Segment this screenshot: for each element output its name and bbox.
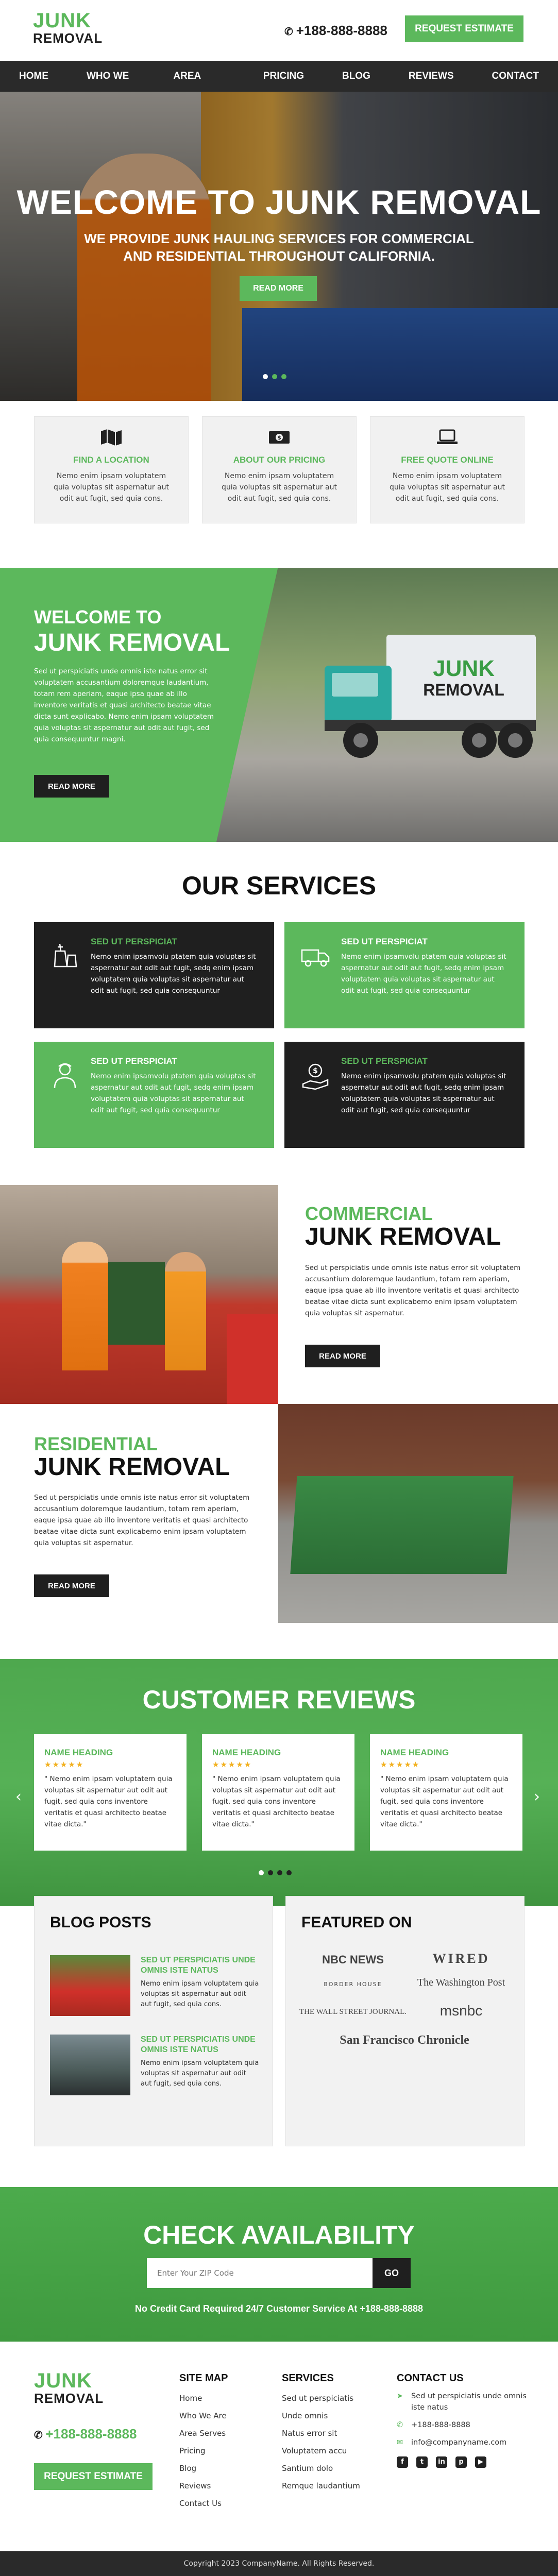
info-card-text: Nemo enim ipsam voluptatem quia voluptas sit aspernatur aut odit aut fugit, sed quia cons.: [54, 472, 169, 503]
residential-photo: [278, 1404, 558, 1623]
footer-service-link[interactable]: Sed ut perspiciatis: [282, 2394, 354, 2403]
footer-request-estimate-button[interactable]: REQUEST ESTIMATE: [34, 2463, 153, 2490]
footer-link-contact-us[interactable]: Contact Us: [179, 2499, 222, 2508]
footer-service-link[interactable]: Unde omnis: [282, 2411, 328, 2420]
sf-chronicle-logo: San Francisco Chronicle: [340, 2033, 469, 2047]
footer-contact: [397, 2372, 536, 2468]
reviews-prev-arrow[interactable]: ‹: [15, 1788, 22, 1806]
logo-line2: REMOVAL: [34, 2391, 104, 2406]
review-card: [202, 1734, 354, 1851]
truck-logo-line2: REMOVAL: [423, 681, 504, 699]
send-icon: ➤: [397, 2392, 403, 2400]
footer-link-pricing[interactable]: Pricing: [179, 2446, 206, 2455]
info-card-title: FIND A LOCATION: [73, 455, 149, 465]
welcome-heading-line2: JUNK REMOVAL: [34, 629, 230, 656]
nbc-news-logo: NBC NEWS: [322, 1953, 384, 1966]
info-card-title: ABOUT OUR PRICING: [233, 455, 326, 465]
footer-link-who-we-are[interactable]: Who We Are: [179, 2411, 227, 2420]
info-card-pricing[interactable]: [202, 416, 357, 523]
logo[interactable]: [33, 10, 105, 50]
featured-title: FEATURED ON: [301, 1914, 412, 1931]
review-card: [34, 1734, 187, 1851]
service-card[interactable]: [284, 1042, 525, 1148]
info-card-title: FREE QUOTE ONLINE: [401, 455, 494, 465]
wired-logo: WIRED: [432, 1951, 490, 1966]
linkedin-icon[interactable]: in: [436, 2456, 447, 2468]
review-name: NAME HEADING: [380, 1748, 449, 1757]
info-card-quote[interactable]: [370, 416, 525, 523]
review-name: NAME HEADING: [44, 1748, 113, 1757]
site-footer: [0, 2342, 558, 2551]
copyright-bar: Copyright 2023 CompanyName. All Rights Reserved.: [0, 2551, 558, 2576]
header-phone[interactable]: [284, 23, 387, 39]
info-card-text: Nemo enim ipsam voluptatem quia voluptas sit aspernatur aut odit aut fugit, sed quia cons.: [222, 472, 337, 503]
logo-line1: JUNK: [33, 9, 91, 32]
service-card-title: SED UT PERSPICIAT: [341, 1056, 428, 1066]
featured-panel: [285, 1896, 525, 2146]
phone-icon: ✆: [34, 2430, 46, 2441]
nav-contact-us[interactable]: CONTACT: [492, 71, 539, 81]
service-card-title: SED UT PERSPICIAT: [91, 937, 177, 946]
footer-link-area-serves[interactable]: Area Serves: [179, 2429, 226, 2438]
footer-sitemap: [179, 2372, 228, 2512]
worker-icon: [49, 1060, 80, 1091]
residential-heading-line1: RESIDENTIAL: [34, 1433, 158, 1454]
header-phone-number: +188-888-8888: [296, 23, 387, 38]
blog-post-title[interactable]: SED UT PERSPICIATIS UNDE OMNIS ISTE NATUS: [141, 2035, 256, 2054]
welcome-read-more-button[interactable]: READ MORE: [34, 775, 109, 798]
welcome-text: Sed ut perspiciatis unde omnis iste natus error sit voluptatem accusantium doloremque laudantium, totam rem aperiam, eaque ipsa quae ab illo inventore veritatis et quasi architecto beatae vitae dicta sunt explicabo. Nemo enim ipsam voluptatem quia voluptas sit aspernatur aut odit aut fugit, sed quia consequuntur magni.: [34, 667, 214, 743]
blog-post-text: Nemo enim ipsam voluptatem quia voluptas sit aspernatur aut odit aut fugit, sed quia cons.: [141, 2059, 259, 2088]
hero-title: WELCOME TO JUNK REMOVAL: [16, 183, 542, 221]
availability-note: No Credit Card Required 24/7 Customer Service At +188-888-8888: [134, 2303, 424, 2314]
commercial-read-more-button[interactable]: READ MORE: [305, 1345, 380, 1367]
service-card-text: Nemo enim ipsamvolu ptatem quia voluptas sit aspernatur aut odit aut fugit, sedq enim ipsam voluptatem quia voluptas sit aspernatur aut odit aut fugit, sed quia consequuntur: [91, 1072, 256, 1114]
welcome-section: [0, 568, 558, 842]
blog-post-image: [50, 2035, 130, 2095]
service-card-title: SED UT PERSPICIAT: [91, 1056, 177, 1066]
welcome-truck-photo: [216, 568, 558, 842]
footer-service-link[interactable]: Natus error sit: [282, 2429, 337, 2438]
services-title: OUR SERVICES: [182, 871, 376, 900]
welcome-heading-line1: WELCOME TO: [34, 606, 162, 628]
slider-dot[interactable]: [277, 1870, 282, 1875]
footer-sitemap-title: SITE MAP: [179, 2372, 228, 2384]
footer-email[interactable]: [397, 2437, 536, 2448]
nav-area-serves[interactable]: AREA: [173, 71, 201, 81]
slider-dot[interactable]: [268, 1870, 273, 1875]
service-card[interactable]: [284, 922, 525, 1028]
slider-dot[interactable]: [263, 374, 268, 379]
review-text: " Nemo enim ipsam voluptatem quia voluptas sit aspernatur aut odit aut fugit, sed quia cons inventore veritatis et quasi architecto beatae vitae dicta.": [380, 1775, 509, 1828]
nav-blog[interactable]: BLOG: [342, 71, 370, 81]
site-header: [0, 0, 558, 61]
footer-link-blog[interactable]: Blog: [179, 2464, 197, 2473]
commercial-photo: [0, 1185, 278, 1404]
washington-post-logo: The Washington Post: [417, 1977, 505, 1988]
map-icon: [100, 428, 123, 447]
twitter-icon[interactable]: t: [416, 2456, 428, 2468]
hero-banner: [0, 92, 558, 401]
footer-address-text: Sed ut perspiciatis unde omnis iste natus: [411, 2392, 527, 2412]
garbage-truck-illustration: [325, 630, 541, 764]
zip-go-button[interactable]: GO: [373, 2258, 411, 2288]
footer-logo[interactable]: [34, 2370, 106, 2411]
border-house-logo: BORDER HOUSE: [324, 1981, 382, 1988]
trash-bags-icon: [49, 941, 80, 972]
blog-post-title[interactable]: SED UT PERSPICIATIS UNDE OMNIS ISTE NATUS: [141, 1956, 256, 1975]
pinterest-icon[interactable]: p: [455, 2456, 467, 2468]
residential-heading-line2: JUNK REMOVAL: [34, 1453, 230, 1481]
blog-post[interactable]: [50, 2035, 261, 2096]
reviews-title: CUSTOMER REVIEWS: [142, 1685, 416, 1714]
service-card-text: Nemo enim ipsamvolu ptatem quia voluptas sit aspernatur aut odit aut fugit, sedq enim ipsam voluptatem quia voluptas sit aspernatur aut odit aut fugit, sed quia consequuntur: [91, 953, 256, 995]
slider-dot-active[interactable]: [272, 374, 277, 379]
rating-stars: ★★★★★: [44, 1760, 84, 1769]
money-hand-icon: [300, 1060, 331, 1091]
service-card-title: SED UT PERSPICIAT: [341, 937, 428, 946]
footer-link-reviews[interactable]: Reviews: [179, 2481, 211, 2490]
review-text: " Nemo enim ipsam voluptatem quia voluptas sit aspernatur aut odit aut fugit, sed quia cons inventore veritatis et quasi architecto beatae vitae dicta.": [212, 1775, 341, 1828]
rating-stars: ★★★★★: [212, 1760, 252, 1769]
youtube-icon[interactable]: ▶: [475, 2456, 486, 2468]
truck-icon: [300, 941, 331, 972]
residential-text: Sed ut perspiciatis unde omnis iste natus error sit voluptatem accusantium doloremque laudantium, totam rem aperiam, eaque ipsa quae ab illo inventore veritatis et quasi architecto beatae vitae dicta sunt explicabemo enim ipsam voluptatem quia voluptas sit aspernatur.: [34, 1494, 250, 1547]
blog-post-image: [50, 1955, 130, 2016]
svg-text:$: $: [277, 434, 281, 441]
blog-panel: [34, 1896, 273, 2146]
review-text: " Nemo enim ipsam voluptatem quia voluptas sit aspernatur aut odit aut fugit, sed quia cons inventore veritatis et quasi architecto beatae vitae dicta.": [44, 1775, 173, 1828]
phone-icon: ✆: [284, 26, 293, 38]
footer-email-text: info@companyname.com: [411, 2438, 507, 2447]
footer-phone-number: +188-888-8888: [45, 2426, 137, 2442]
svg-text:$: $: [313, 1067, 318, 1075]
social-links: [397, 2456, 536, 2468]
availability-section: [0, 2187, 558, 2342]
footer-phone[interactable]: [34, 2426, 137, 2442]
nav-pricing[interactable]: PRICING: [263, 71, 304, 81]
main-nav: [0, 61, 558, 92]
commercial-text: Sed ut perspiciatis unde omnis iste natus error sit voluptatem accusantium doloremque laudantium, totam rem aperiam, eaque ipsa quae ab illo inventore veritatis et quasi architecto beatae vitae dicta sunt explicabemo enim ipsam voluptatem quia voluptas sit aspernatur.: [305, 1264, 521, 1317]
footer-service-link[interactable]: Remque laudantium: [282, 2481, 360, 2490]
availability-title: CHECK AVAILABILITY: [143, 2221, 415, 2249]
money-icon: [268, 428, 291, 447]
footer-contact-phone-text: +188-888-8888: [411, 2421, 470, 2429]
reviews-section: [0, 1659, 558, 1906]
review-card: [370, 1734, 522, 1851]
nav-home[interactable]: HOME: [19, 71, 48, 81]
truck-logo-line1: JUNK: [433, 656, 495, 681]
commercial-heading-line1: COMMERCIAL: [305, 1203, 433, 1224]
footer-services: [282, 2372, 360, 2495]
service-card-text: Nemo enim ipsamvolu ptatem quia voluptas sit aspernatur aut odit aut fugit, sedq enim ipsam voluptatem quia voluptas sit aspernatur aut odit aut fugit, sed quia consequuntur: [341, 1072, 506, 1114]
footer-link-home[interactable]: Home: [179, 2394, 202, 2403]
zip-code-input[interactable]: [147, 2258, 373, 2288]
nav-reviews[interactable]: REVIEWS: [408, 71, 454, 81]
slider-dot-active[interactable]: [259, 1870, 264, 1875]
footer-contact-title: CONTACT US: [397, 2372, 464, 2384]
hero-slider-dots: [263, 374, 286, 379]
phone-icon: ✆: [397, 2421, 403, 2429]
blog-post-text: Nemo enim ipsam voluptatem quia voluptas sit aspernatur aut odit aut fugit, sed quia cons.: [141, 1980, 259, 2008]
request-estimate-button[interactable]: REQUEST ESTIMATE: [405, 15, 523, 42]
hero-read-more-button[interactable]: READ MORE: [240, 276, 317, 301]
logo-line1: JUNK: [34, 2369, 92, 2392]
service-card-text: Nemo enim ipsamvolu ptatem quia voluptas sit aspernatur aut odit aut fugit, sedq enim ipsam voluptatem quia voluptas sit aspernatur aut odit aut fugit, sed quia consequuntur: [341, 953, 506, 995]
hero-subtitle: WE PROVIDE JUNK HAULING SERVICES FOR COMMERCIAL AND RESIDENTIAL THROUGHOUT CALIFORNIA.: [84, 231, 474, 264]
slider-dot[interactable]: [286, 1870, 292, 1875]
laptop-icon: [436, 428, 459, 447]
commercial-heading-line2: JUNK REMOVAL: [305, 1223, 501, 1250]
rating-stars: ★★★★★: [380, 1760, 420, 1769]
nav-who-we-are[interactable]: WHO WE: [87, 71, 129, 81]
footer-address: [397, 2391, 536, 2413]
reviews-next-arrow[interactable]: ›: [534, 1788, 540, 1806]
msnbc-logo: msnbc: [439, 2003, 483, 2019]
blog-title: BLOG POSTS: [50, 1914, 151, 1931]
review-name: NAME HEADING: [212, 1748, 281, 1757]
facebook-icon[interactable]: f: [397, 2456, 408, 2468]
residential-read-more-button[interactable]: READ MORE: [34, 1574, 109, 1597]
blog-post[interactable]: [50, 1955, 261, 2017]
footer-service-link[interactable]: Voluptatem accu: [282, 2446, 347, 2455]
logo-line2: REMOVAL: [33, 30, 103, 46]
info-card-text: Nemo enim ipsam voluptatem quia voluptas sit aspernatur aut odit aut fugit, sed quia cons.: [390, 472, 505, 503]
footer-contact-phone[interactable]: [397, 2419, 536, 2431]
footer-services-title: SERVICES: [282, 2372, 334, 2384]
reviews-slider-dots: [259, 1870, 292, 1875]
footer-service-link[interactable]: Santium dolo: [282, 2464, 333, 2473]
mail-icon: ✉: [397, 2438, 403, 2447]
info-card-location[interactable]: [34, 416, 189, 523]
wsj-logo: THE WALL STREET JOURNAL.: [299, 2008, 407, 2016]
service-card[interactable]: [34, 1042, 274, 1148]
service-card[interactable]: [34, 922, 274, 1028]
slider-dot[interactable]: [281, 374, 286, 379]
